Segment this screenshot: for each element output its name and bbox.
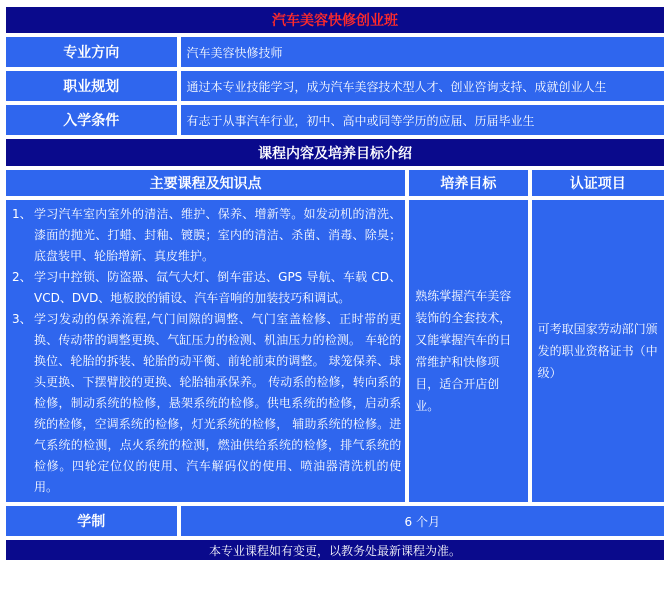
- course-info-page: [3, 4, 667, 563]
- course-item-text: 学习中控锁、防盗器、氙气大灯、倒车雷达、GPS 导航、车载 CD、VCD、DVD、地板胶的铺设、汽车音响的加装技巧和调试。: [34, 270, 402, 305]
- course-item-text: 学习汽车室内室外的清洁、维护、保养、增新等。如发动机的清洗、漆面的抛光、打蜡、封釉、镀膜；室内的清洁、杀菌、消毒、除臭；底盘装甲、轮胎增新、真皮维护。: [34, 207, 402, 263]
- duration-row: [5, 505, 665, 537]
- course-item: [12, 267, 401, 309]
- course-item-text: 学习发动的保养流程,气门间隙的调整、气门室盖检修、正时带的更换、传动带的调整更换、气缸压力的检测、机油压力的检测。 车轮的换位、轮胎的拆装、轮胎的动平衡、前轮前束的调整。 球笼保养、球头更换、下摆臂胶的更换、轮胎轴承保养。 传动系的检修，转向系的检修，制动系统的检修，悬架系统的检修。供电系统的检修，启动系统的检修，空调系统的检修，灯光系统的检修， 辅助系统的检修。进气系统的检测，点火系统的检测，燃油供给系统的检修，排气系统的检修。四轮定位仪的使用、汽车解码仪的使用、喷油器清洗机的使用。: [34, 312, 402, 494]
- row-value-direction: 汽车美容快修技师: [180, 36, 665, 68]
- training-goal: 熟练掌握汽车美容装饰的全套技术，又能掌握汽车的日常维护和快修项目，适合开店创业。: [408, 199, 528, 503]
- duration-label: 学制: [5, 505, 178, 537]
- row-label-direction: 专业方向: [5, 36, 178, 68]
- row-label-career: 职业规划: [5, 70, 178, 102]
- course-item: [12, 309, 401, 498]
- info-row-admission: [5, 104, 665, 136]
- column-header-course: 主要课程及知识点: [5, 169, 406, 197]
- info-row-career: [5, 70, 665, 102]
- course-item-number: 3、: [12, 312, 32, 326]
- course-item: [12, 204, 401, 267]
- row-label-admission: 入学条件: [5, 104, 178, 136]
- course-item-number: 1、: [12, 207, 32, 221]
- certification: 可考取国家劳动部门颁发的职业资格证书（中级）: [531, 199, 665, 503]
- page-title: 汽车美容快修创业班: [5, 6, 665, 34]
- course-table: [3, 4, 667, 563]
- column-header-goal: 培养目标: [408, 169, 528, 197]
- course-item-number: 2、: [12, 270, 32, 284]
- column-header-cert: 认证项目: [531, 169, 665, 197]
- footer-note: 本专业课程如有变更，以教务处最新课程为准。: [5, 539, 665, 561]
- row-value-career: 通过本专业技能学习，成为汽车美容技术型人才、创业咨询支持、成就创业人生: [180, 70, 665, 102]
- course-list: [5, 199, 406, 503]
- info-row-direction: [5, 36, 665, 68]
- duration-value: 6 个月: [180, 505, 665, 537]
- section-title: 课程内容及培养目标介绍: [5, 138, 665, 167]
- row-value-admission: 有志于从事汽车行业，初中、高中或同等学历的应届、历届毕业生: [180, 104, 665, 136]
